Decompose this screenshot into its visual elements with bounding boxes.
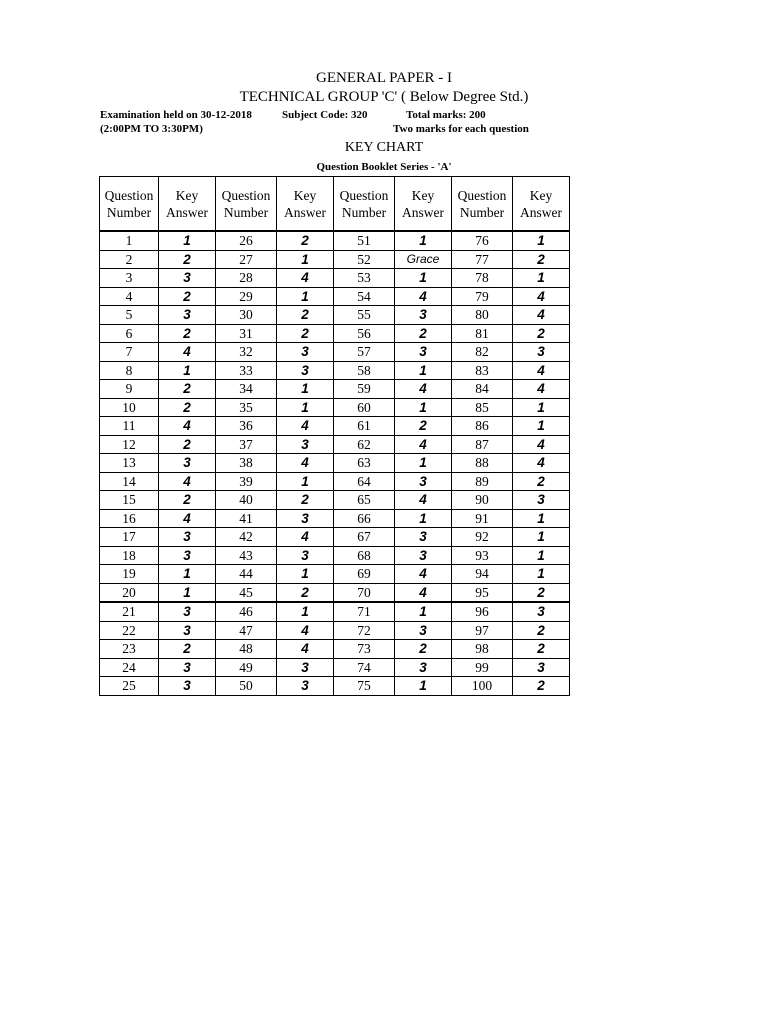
header-text: Key [293, 187, 317, 203]
key-answer-cell: 2 [513, 677, 570, 696]
question-number-cell: 81 [452, 324, 513, 343]
table-row [100, 658, 570, 677]
key-answer-cell: 1 [395, 677, 452, 696]
question-number-cell: 5 [100, 306, 159, 325]
question-number-cell: 44 [216, 565, 277, 584]
key-answer-cell: 4 [513, 361, 570, 380]
key-answer-cell: 2 [513, 640, 570, 659]
question-number-cell: 56 [334, 324, 395, 343]
question-number-cell: 17 [100, 528, 159, 547]
key-answer-cell: 2 [159, 287, 216, 306]
key-answer-cell: 2 [513, 583, 570, 602]
question-number-cell: 59 [334, 380, 395, 399]
header-text: Number [223, 204, 269, 220]
key-answer-cell: 3 [159, 528, 216, 547]
key-answer-cell: 4 [395, 583, 452, 602]
question-number-cell: 31 [216, 324, 277, 343]
header-text: Question [221, 187, 271, 203]
key-answer-cell: 1 [395, 398, 452, 417]
key-answer-cell: 2 [159, 491, 216, 510]
header-text: Question [104, 187, 154, 203]
key-answer-cell: 4 [395, 491, 452, 510]
question-number-cell: 73 [334, 640, 395, 659]
key-answer-cell: 3 [159, 658, 216, 677]
table-row [100, 509, 570, 528]
question-number-cell: 84 [452, 380, 513, 399]
key-answer-cell: 1 [395, 269, 452, 288]
header-text: Key [175, 187, 199, 203]
question-number-cell: 3 [100, 269, 159, 288]
key-answer-cell: 4 [277, 528, 334, 547]
key-answer-cell: 3 [395, 306, 452, 325]
question-number-header [216, 177, 277, 232]
table-row [100, 677, 570, 696]
key-answer-cell: 4 [513, 306, 570, 325]
key-answer-cell: 3 [277, 361, 334, 380]
question-number-cell: 36 [216, 417, 277, 436]
key-answer-cell: 1 [277, 380, 334, 399]
key-answer-cell: 3 [159, 454, 216, 473]
key-answer-cell: 2 [277, 306, 334, 325]
key-answer-cell: 4 [395, 565, 452, 584]
question-number-cell: 4 [100, 287, 159, 306]
question-number-cell: 40 [216, 491, 277, 510]
question-number-cell: 57 [334, 343, 395, 362]
exam-time: (2:00PM TO 3:30PM) [100, 123, 203, 135]
header-text: Question [457, 187, 507, 203]
key-answer-cell: 3 [395, 621, 452, 640]
key-answer-cell: 1 [513, 398, 570, 417]
question-number-cell: 95 [452, 583, 513, 602]
question-number-cell: 28 [216, 269, 277, 288]
question-number-cell: 50 [216, 677, 277, 696]
table-row [100, 621, 570, 640]
key-answer-cell: 3 [395, 343, 452, 362]
question-number-cell: 45 [216, 583, 277, 602]
question-number-cell: 9 [100, 380, 159, 399]
key-answer-cell: 1 [277, 602, 334, 621]
key-answer-cell: 1 [513, 546, 570, 565]
key-answer-cell: 1 [159, 583, 216, 602]
question-number-cell: 33 [216, 361, 277, 380]
question-number-cell: 52 [334, 250, 395, 269]
key-answer-cell: 1 [159, 565, 216, 584]
key-answer-cell: 1 [395, 454, 452, 473]
table-row [100, 361, 570, 380]
answer-key-table [99, 176, 570, 696]
question-number-cell: 96 [452, 602, 513, 621]
question-number-cell: 99 [452, 658, 513, 677]
question-number-cell: 66 [334, 509, 395, 528]
table-row [100, 287, 570, 306]
question-number-cell: 70 [334, 583, 395, 602]
table-row [100, 602, 570, 621]
question-number-cell: 7 [100, 343, 159, 362]
question-number-cell: 48 [216, 640, 277, 659]
question-number-cell: 54 [334, 287, 395, 306]
question-number-cell: 32 [216, 343, 277, 362]
question-number-cell: 37 [216, 435, 277, 454]
question-number-cell: 64 [334, 472, 395, 491]
table-body [100, 231, 570, 695]
question-number-cell: 74 [334, 658, 395, 677]
question-number-cell: 23 [100, 640, 159, 659]
key-answer-cell: 4 [159, 472, 216, 491]
question-number-cell: 11 [100, 417, 159, 436]
question-number-cell: 94 [452, 565, 513, 584]
header-text: Key [529, 187, 553, 203]
question-number-cell: 30 [216, 306, 277, 325]
question-number-cell: 12 [100, 435, 159, 454]
table-row [100, 565, 570, 584]
question-number-cell: 8 [100, 361, 159, 380]
header-text: Answer [402, 204, 444, 220]
key-answer-cell: 3 [395, 472, 452, 491]
group-title: TECHNICAL GROUP 'C' ( Below Degree Std.) [239, 89, 529, 105]
question-number-cell: 51 [334, 231, 395, 250]
key-answer-cell: 4 [395, 287, 452, 306]
key-answer-cell: 2 [277, 583, 334, 602]
table-row [100, 250, 570, 269]
table-row [100, 546, 570, 565]
table-row [100, 324, 570, 343]
key-answer-cell: 2 [395, 417, 452, 436]
header-text: Key [411, 187, 435, 203]
key-answer-cell: 2 [513, 324, 570, 343]
question-number-cell: 60 [334, 398, 395, 417]
exam-date: Examination held on 30-12-2018 [100, 109, 252, 121]
key-answer-cell: 1 [395, 602, 452, 621]
key-answer-cell: 3 [395, 528, 452, 547]
table-row [100, 472, 570, 491]
header-text: Question [339, 187, 389, 203]
key-answer-cell: 4 [159, 509, 216, 528]
question-number-cell: 71 [334, 602, 395, 621]
question-number-cell: 35 [216, 398, 277, 417]
key-answer-cell: 2 [277, 231, 334, 250]
question-number-cell: 20 [100, 583, 159, 602]
key-answer-cell: 1 [513, 509, 570, 528]
question-number-cell: 67 [334, 528, 395, 547]
key-answer-cell: 3 [277, 435, 334, 454]
question-number-cell: 93 [452, 546, 513, 565]
key-answer-cell: 3 [159, 306, 216, 325]
key-answer-cell: 4 [277, 269, 334, 288]
question-number-cell: 65 [334, 491, 395, 510]
question-number-cell: 58 [334, 361, 395, 380]
question-number-cell: 2 [100, 250, 159, 269]
key-answer-cell: 2 [277, 324, 334, 343]
key-answer-cell: 2 [513, 621, 570, 640]
key-answer-header [277, 177, 334, 232]
key-answer-cell: 1 [395, 231, 452, 250]
key-answer-cell: 1 [513, 528, 570, 547]
question-number-cell: 69 [334, 565, 395, 584]
header-text: Number [459, 204, 505, 220]
question-number-cell: 15 [100, 491, 159, 510]
key-answer-cell: 3 [513, 602, 570, 621]
key-answer-cell: 4 [513, 454, 570, 473]
total-marks: Total marks: 200 [406, 109, 486, 121]
table-row [100, 528, 570, 547]
question-number-cell: 22 [100, 621, 159, 640]
question-number-cell: 80 [452, 306, 513, 325]
question-number-cell: 82 [452, 343, 513, 362]
table-row [100, 380, 570, 399]
header-row [100, 177, 570, 232]
header-text: Answer [520, 204, 562, 220]
key-answer-cell: 2 [277, 491, 334, 510]
question-number-cell: 25 [100, 677, 159, 696]
key-answer-cell: 3 [277, 343, 334, 362]
header-text: Number [106, 204, 152, 220]
question-number-cell: 62 [334, 435, 395, 454]
question-number-header [452, 177, 513, 232]
question-number-cell: 53 [334, 269, 395, 288]
key-answer-cell: 2 [159, 640, 216, 659]
question-number-cell: 39 [216, 472, 277, 491]
question-number-cell: 76 [452, 231, 513, 250]
question-number-cell: 14 [100, 472, 159, 491]
question-number-cell: 6 [100, 324, 159, 343]
question-number-cell: 79 [452, 287, 513, 306]
question-number-cell: 21 [100, 602, 159, 621]
question-number-cell: 90 [452, 491, 513, 510]
header-text: Answer [284, 204, 326, 220]
key-answer-cell: 4 [159, 417, 216, 436]
key-answer-cell: 2 [159, 250, 216, 269]
key-answer-cell: 4 [159, 343, 216, 362]
key-answer-cell: 2 [159, 380, 216, 399]
key-answer-cell: 1 [277, 472, 334, 491]
key-answer-cell: 4 [277, 454, 334, 473]
key-answer-cell: 3 [159, 677, 216, 696]
key-answer-cell: 4 [513, 287, 570, 306]
table-row [100, 417, 570, 436]
key-answer-cell: 3 [395, 546, 452, 565]
key-answer-cell: 1 [277, 287, 334, 306]
key-answer-cell: 2 [395, 324, 452, 343]
header-text: Number [341, 204, 387, 220]
key-answer-cell: 2 [395, 640, 452, 659]
table-row [100, 454, 570, 473]
question-number-cell: 13 [100, 454, 159, 473]
question-number-cell: 27 [216, 250, 277, 269]
key-answer-cell: 4 [277, 640, 334, 659]
key-answer-cell: 2 [159, 398, 216, 417]
question-number-cell: 16 [100, 509, 159, 528]
key-answer-cell: 1 [395, 361, 452, 380]
question-number-cell: 49 [216, 658, 277, 677]
key-answer-cell: 3 [513, 658, 570, 677]
question-number-cell: 34 [216, 380, 277, 399]
question-number-cell: 87 [452, 435, 513, 454]
marks-note: Two marks for each question [393, 123, 529, 135]
question-number-cell: 63 [334, 454, 395, 473]
key-answer-header [513, 177, 570, 232]
key-answer-cell: 1 [513, 565, 570, 584]
table-row [100, 306, 570, 325]
question-number-cell: 43 [216, 546, 277, 565]
key-answer-cell: 4 [395, 435, 452, 454]
question-number-cell: 88 [452, 454, 513, 473]
question-number-cell: 75 [334, 677, 395, 696]
key-answer-cell: Grace [395, 250, 452, 269]
table-row [100, 491, 570, 510]
key-answer-cell: 1 [277, 250, 334, 269]
question-number-cell: 26 [216, 231, 277, 250]
question-number-cell: 41 [216, 509, 277, 528]
key-answer-cell: 4 [513, 435, 570, 454]
table-row [100, 435, 570, 454]
key-answer-cell: 1 [277, 398, 334, 417]
key-answer-cell: 3 [159, 621, 216, 640]
question-number-cell: 98 [452, 640, 513, 659]
key-answer-cell: 1 [159, 231, 216, 250]
table-row [100, 269, 570, 288]
table-row [100, 231, 570, 250]
question-number-cell: 1 [100, 231, 159, 250]
key-answer-cell: 3 [513, 491, 570, 510]
key-answer-cell: 4 [513, 380, 570, 399]
key-chart-title: KEY CHART [344, 140, 424, 155]
question-number-cell: 72 [334, 621, 395, 640]
question-number-cell: 92 [452, 528, 513, 547]
question-number-cell: 85 [452, 398, 513, 417]
key-answer-cell: 3 [159, 602, 216, 621]
key-answer-cell: 3 [159, 546, 216, 565]
question-number-cell: 10 [100, 398, 159, 417]
key-answer-cell: 1 [277, 565, 334, 584]
question-number-cell: 89 [452, 472, 513, 491]
subject-code: Subject Code: 320 [282, 109, 368, 121]
key-answer-cell: 2 [159, 435, 216, 454]
question-number-cell: 47 [216, 621, 277, 640]
key-answer-cell: 1 [159, 361, 216, 380]
key-answer-cell: 4 [277, 621, 334, 640]
key-answer-cell: 2 [513, 250, 570, 269]
question-number-cell: 46 [216, 602, 277, 621]
key-answer-cell: 3 [513, 343, 570, 362]
table-row [100, 343, 570, 362]
question-number-cell: 100 [452, 677, 513, 696]
question-number-header [334, 177, 395, 232]
table-row [100, 640, 570, 659]
key-answer-header [159, 177, 216, 232]
question-number-cell: 77 [452, 250, 513, 269]
key-answer-cell: 3 [277, 509, 334, 528]
header-text: Answer [166, 204, 208, 220]
booklet-series: Question Booklet Series - 'A' [316, 161, 452, 173]
question-number-cell: 18 [100, 546, 159, 565]
question-number-cell: 83 [452, 361, 513, 380]
question-number-cell: 24 [100, 658, 159, 677]
key-answer-cell: 1 [395, 509, 452, 528]
key-answer-cell: 2 [513, 472, 570, 491]
question-number-cell: 38 [216, 454, 277, 473]
key-answer-cell: 3 [277, 677, 334, 696]
question-number-cell: 91 [452, 509, 513, 528]
key-answer-cell: 3 [395, 658, 452, 677]
question-number-cell: 55 [334, 306, 395, 325]
question-number-cell: 68 [334, 546, 395, 565]
key-answer-cell: 1 [513, 269, 570, 288]
question-number-cell: 19 [100, 565, 159, 584]
table-row [100, 398, 570, 417]
table-row [100, 583, 570, 602]
key-answer-cell: 2 [159, 324, 216, 343]
key-answer-cell: 1 [513, 231, 570, 250]
key-answer-cell: 4 [277, 417, 334, 436]
question-number-cell: 78 [452, 269, 513, 288]
key-answer-cell: 3 [277, 658, 334, 677]
key-answer-cell: 3 [159, 269, 216, 288]
question-number-cell: 61 [334, 417, 395, 436]
key-answer-cell: 4 [395, 380, 452, 399]
question-number-cell: 29 [216, 287, 277, 306]
key-answer-cell: 3 [277, 546, 334, 565]
question-number-cell: 42 [216, 528, 277, 547]
question-number-cell: 86 [452, 417, 513, 436]
question-number-cell: 97 [452, 621, 513, 640]
key-answer-cell: 1 [513, 417, 570, 436]
question-number-header [100, 177, 159, 232]
paper-title: GENERAL PAPER - I [316, 70, 452, 86]
key-answer-header [395, 177, 452, 232]
